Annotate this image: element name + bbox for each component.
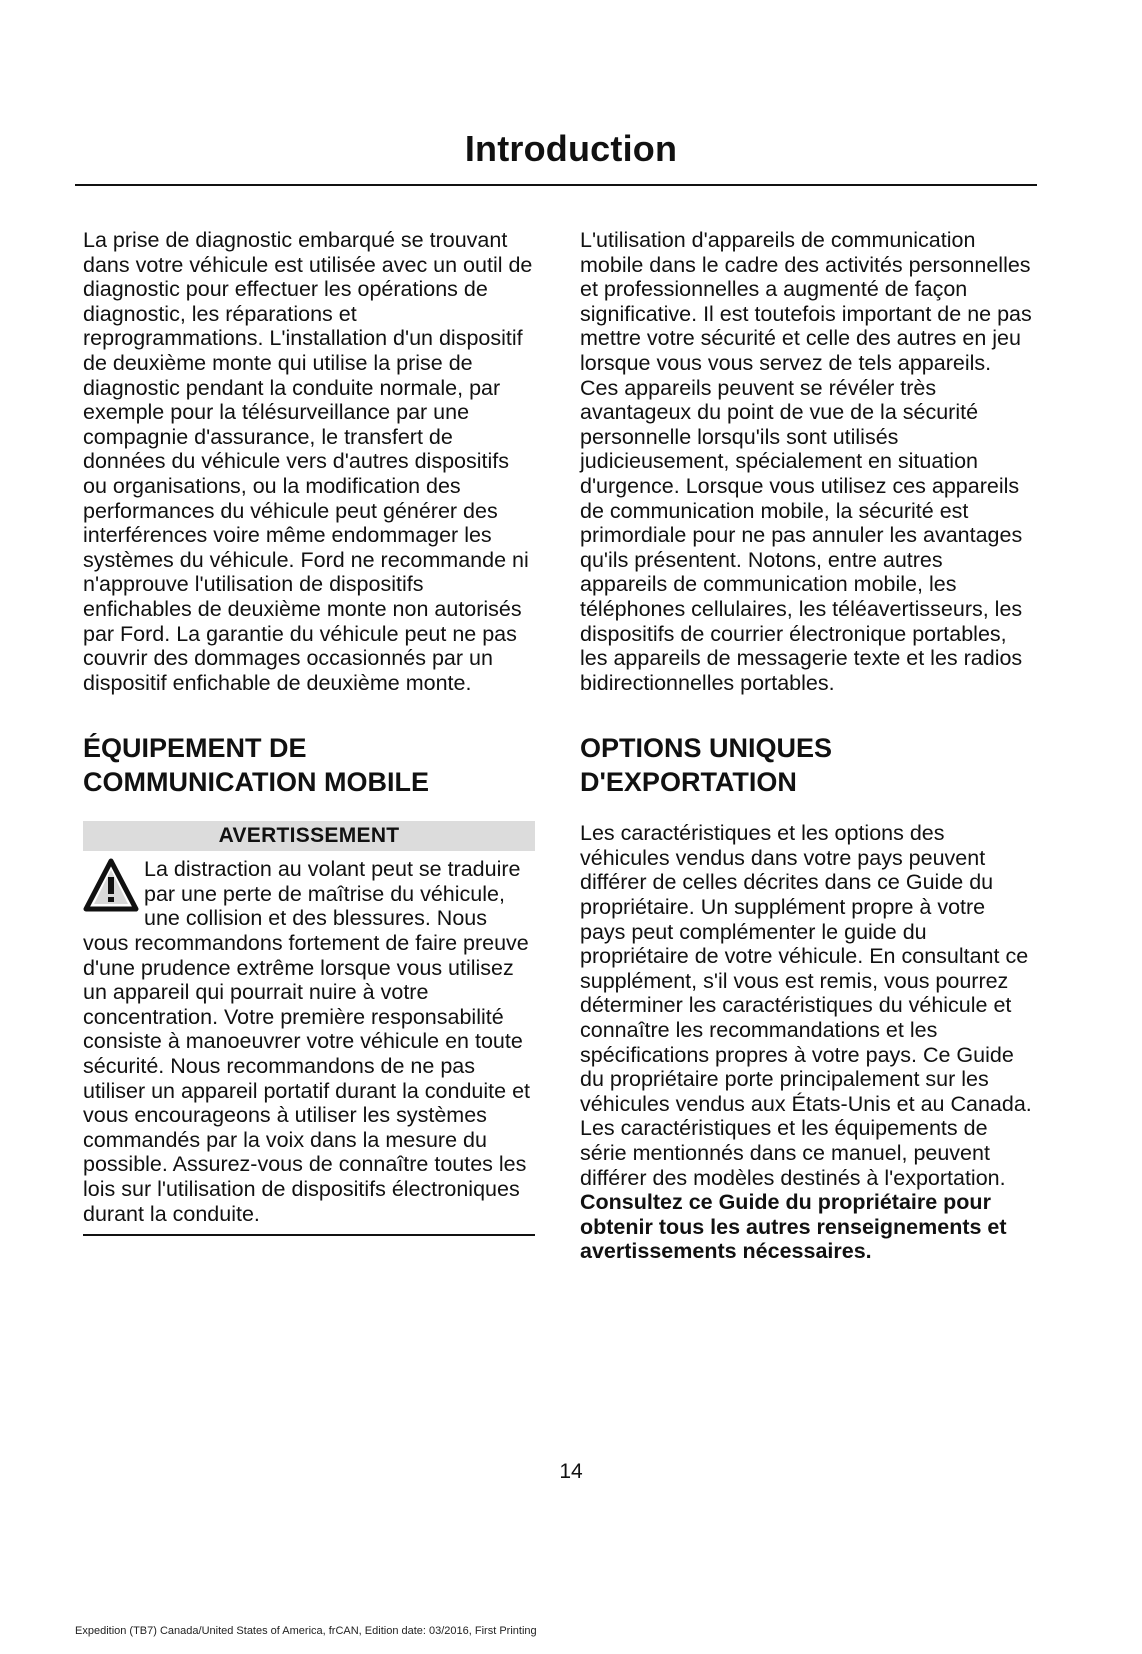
page-number: 14 — [559, 1460, 583, 1483]
right-column — [580, 228, 1032, 1264]
warning-text: La distraction au volant peut se traduire par une perte de maîtrise du véhicule, une collision et des blessures. Nous vous recommandons fortement de faire preuve d'une prudence extrême lorsque vous utilisez un appareil qui pourrait nuire à votre concentration. Votre première responsabilité consiste à manoeuvrer votre véhicule en toute sécurité. Nous recommandons de ne pas utiliser un appareil portatif durant la conduite et vous encourageons à utiliser les systèmes commandés par la voix dans la mesure du possible. Assurez-vous de connaître toutes les lois sur l'utilisation de dispositifs électroniques durant la conduite. — [83, 857, 530, 1226]
export-options-heading: OPTIONS UNIQUES D'EXPORTATION — [580, 733, 833, 798]
mobile-equipment-heading: ÉQUIPEMENT DE COMMUNICATION MOBILE — [83, 733, 429, 798]
warning-triangle-icon — [83, 857, 139, 915]
warning-divider — [83, 1234, 535, 1236]
title-divider — [75, 184, 1037, 186]
export-bold-text: Consultez ce Guide du propriétaire pour obtenir tous les autres renseignements et avertissements nécessaires. — [580, 1190, 1007, 1264]
footer: Expedition (TB7) Canada/United States of America, frCAN, Edition date: 03/2016, First Printing — [75, 1625, 537, 1637]
export-paragraph — [580, 821, 1032, 1264]
mobile-devices-paragraph: L'utilisation d'appareils de communication mobile dans le cadre des activités personnelles et professionnelles a augmenté de façon significative. Il est toutefois important de ne pas mettre votre sécurité et celle des autres en jeu lorsque vous vous servez de tels appareils. Ces appareils peuvent se révéler très avantageux du point de vue de la sécurité personnelle lorsqu'ils sont utilisés judicieusement, spécialement en situation d'urgence. Lorsque vous utilisez ces appareils de communication mobile, la sécurité est primordiale pour ne pas annuler les avantages qu'ils présentent. Notons, entre autres appareils de communication mobile, les téléphones cellulaires, les téléavertisseurs, les dispositifs de courrier électronique portables, les appareils de messagerie texte et les radios bidirectionnelles portables. — [580, 228, 1032, 695]
warning-label: AVERTISSEMENT — [83, 821, 535, 851]
diagnostic-paragraph: La prise de diagnostic embarqué se trouvant dans votre véhicule est utilisée avec un outil de diagnostic pour effectuer les opérations de diagnostic, les réparations et reprogrammations. L'installation d'un dispositif de deuxième monte qui utilise la prise de diagnostic pendant la conduite normale, par exemple pour la télésurveillance par une compagnie d'assurance, le transfert de données du véhicule vers d'autres dispositifs ou organisations, ou la modification des performances du véhicule peut générer des interférences voire même endommager les systèmes du véhicule. Ford ne recommande ni n'approuve l'utilisation de dispositifs enfichables de deuxième monte non autorisés par Ford. La garantie du véhicule peut ne pas couvrir des dommages occasionnés par un dispositif enfichable de deuxième monte. — [83, 228, 533, 695]
warning-box — [83, 857, 535, 1226]
export-text: Les caractéristiques et les options des véhicules vendus dans votre pays peuvent différer de celles décrites dans ce Guide du propriétaire. Un supplément propre à votre pays peut complémenter le guide du propriétaire de votre véhicule. En consultant ce supplément, s'il vous est remis, vous pourrez déterminer les caractéristiques du véhicule et connaître les recommandations et les spécifications propres à votre pays. Ce Guide du propriétaire porte principalement sur les véhicules vendus aux États-Unis et au Canada. Les caractéristiques et les équipements de série mentionnés dans ce manuel, peuvent différer des modèles destinés à l'exportation. — [580, 821, 1032, 1190]
left-column — [83, 228, 535, 1236]
page-title: Introduction — [464, 128, 678, 169]
